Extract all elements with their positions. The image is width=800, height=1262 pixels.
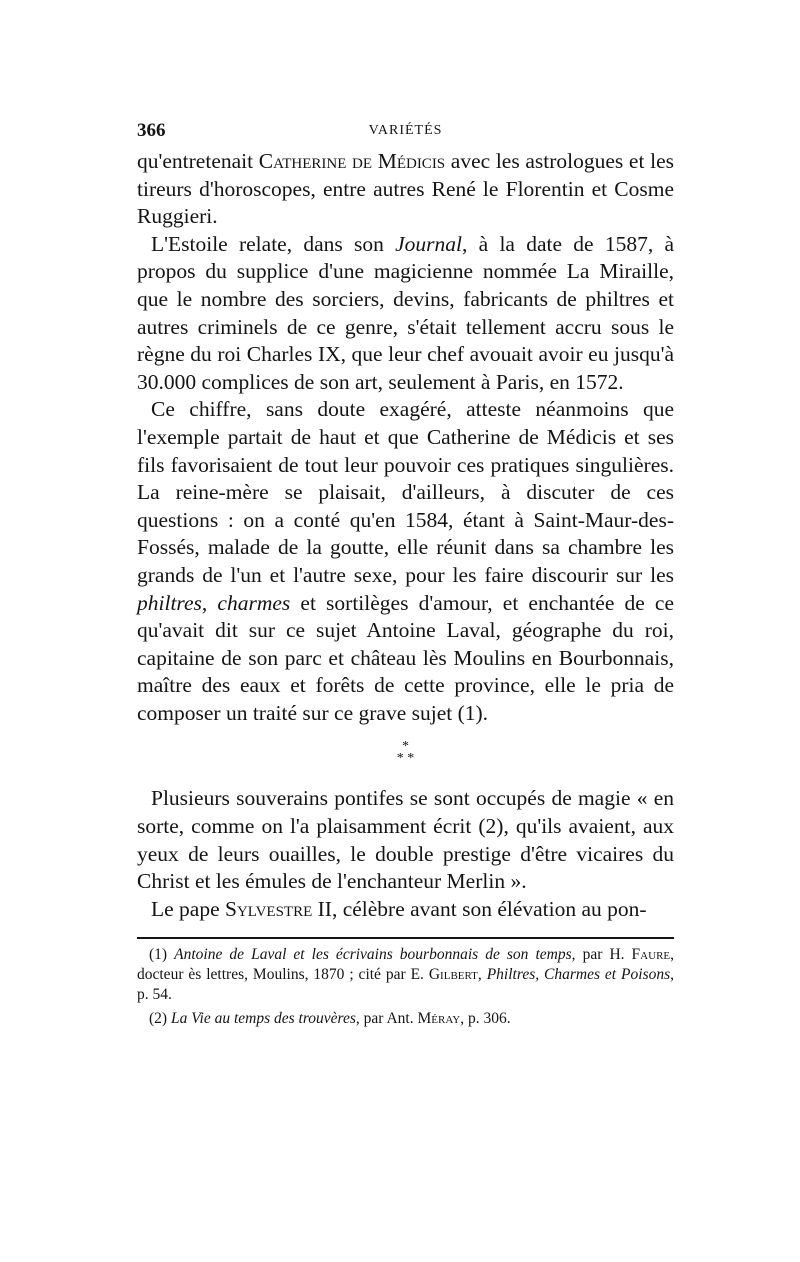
italic-philtres: philtres [137, 590, 202, 615]
running-title: VARIÉTÉS [368, 123, 443, 138]
pope-name: Sylvestre [225, 896, 313, 921]
footnotes [137, 945, 674, 1029]
running-head [137, 118, 674, 148]
paragraph-chiffre: Ce chiffre, sans doute exagéré, atteste néanmoins que l'exemple partait de haut et que Catherine de Médicis et ses fils favorisaient de tout leur pouvoir ces pratiques singulières. La reine-mère se plaisait, d'ailleurs, à discuter de ces questions : on a conté qu'en 1584, étant à Saint-Maur-des-Fossés, malade de la goutte, elle réunit dans sa chambre les grands de l'un et l'autre sexe, pour les faire discourir sur les philtres, charmes et sortilèges d'amour, et enchantée de ce qu'avait dit sur ce sujet Antoine Laval, géographe du roi, capitaine de son parc et château lès Moulins en Bourbonnais, maître des eaux et forêts de cette province, elle le pria de composer un traité sur ce grave sujet (1). [137, 397, 675, 725]
page-number: 366 [137, 120, 166, 141]
book-page [137, 118, 674, 1029]
paragraph-pontifes: Plusieurs souverains pontifes se sont occupés de magie « en sorte, comme on l'a plaisamment écrit (2), qu'ils avaient, aux yeux de leurs ouailles, le double prestige d'être vicaires du Christ et les émules de l'enchanteur Merlin ». [137, 786, 674, 894]
journal-title: Journal [395, 231, 463, 256]
footnote-rule [137, 937, 674, 939]
main-text [137, 148, 674, 923]
footnote-2: (2) La Vie au temps des trouvères, par Ant. Méray, p. 306. [149, 1010, 511, 1028]
paragraph-sylvestre: Le pape Sylvestre II, célèbre avant son élévation au pon- [151, 896, 647, 921]
italic-charmes: charmes [217, 590, 291, 615]
footnote-1: (1) Antoine de Laval et les écrivains bourbonnais de son temps, par H. Faure, docteur ès lettres, Moulins, 1870 ; cité par E. Gilbert, Philtres, Charmes et Poisons, p. 54. [137, 946, 675, 1004]
asterism-ornament: * * * [396, 739, 415, 767]
paragraph-estoile: L'Estoile relate, dans son Journal, à la date de 1587, à propos du supplice d'une magicienne nommée La Miraille, que le nombre des sorciers, devins, fabricants de philtres et autres criminels de ce genre, s'était tellement accru sous le règne du roi Charles IX, que leur chef avouait avoir eu jusqu'à 30.000 complices de son art, seulement à Paris, en 1572. [137, 231, 674, 394]
paragraph-catherine-astrologers: qu'entretenait Catherine de Médicis avec les astrologues et les tireurs d'horoscopes, entre autres René le Florentin et Cosme Ruggieri. [137, 149, 674, 229]
person-name: Catherine de Médicis [258, 149, 446, 173]
